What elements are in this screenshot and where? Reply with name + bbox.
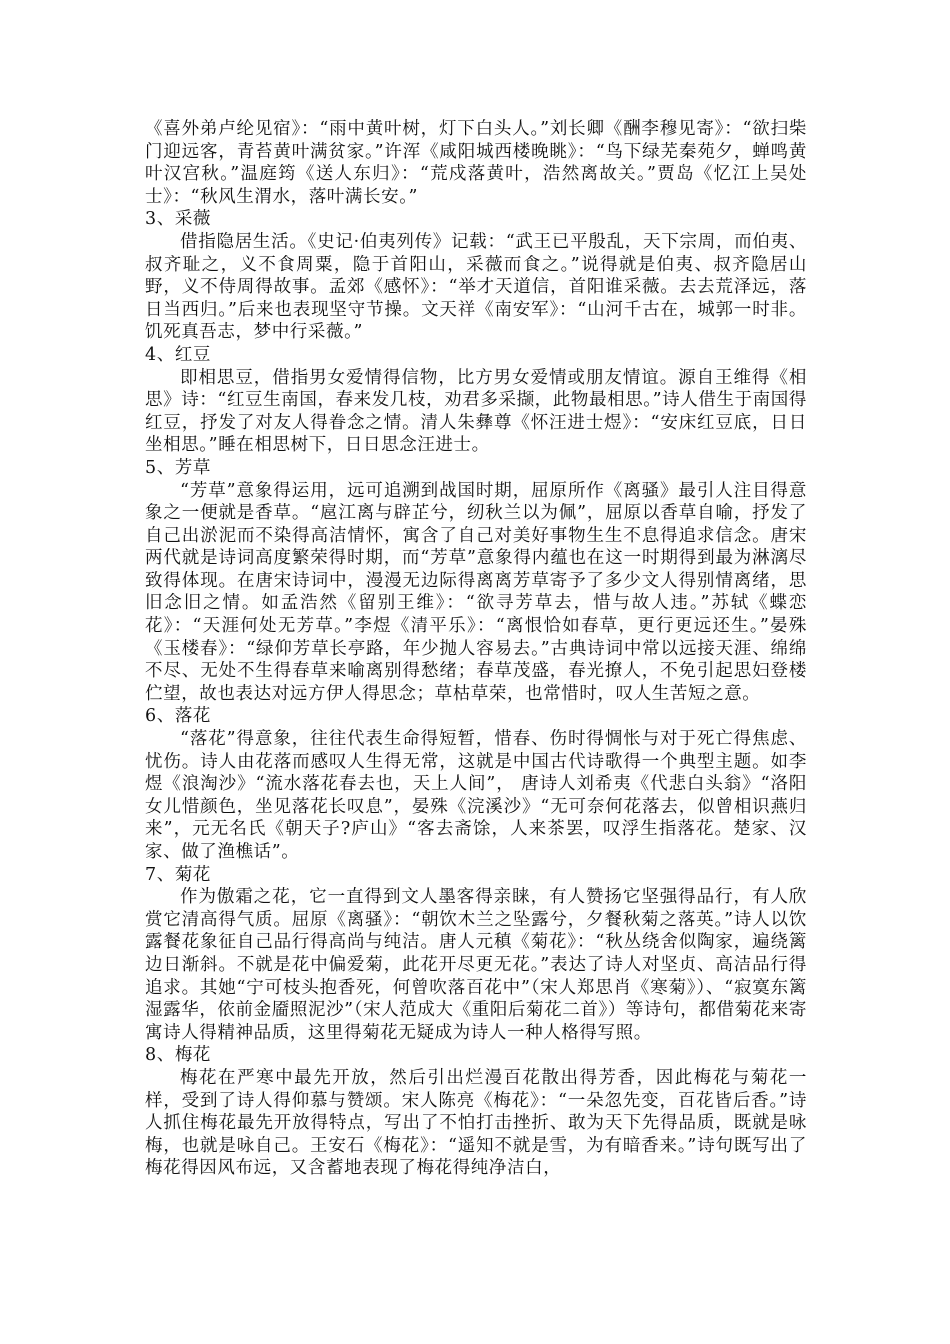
- section-heading-hongdou: 4、红豆: [145, 344, 212, 365]
- section-heading-luohua: 6、落花: [145, 706, 212, 727]
- section-body-luohua: “落花”得意象，往往代表生命得短暂，惜春、伤时得惆怅与对于死亡得焦虑、忧伤。诗人由花落而感叹人生得无常，这就是中国古代诗歌得一个典型主题。如李煜《浪淘沙》“流水落花春去也，天上人间”， 唐诗人刘希夷《代悲白头翁》“洛阳女儿惜颜色，坐见落花长叹息”，晏殊《浣溪沙》“无可奈何花落去，似曾相识燕归来”，元无名氏《朝天子?庐山》“客去斋馀，人来茶罢，叹浮生指落花。楚家、汉家、做了渔樵话”。: [145, 729, 807, 862]
- section-body-juhua: 作为傲霜之花，它一直得到文人墨客得亲睐，有人赞扬它坚强得品行，有人欣赏它清高得气质。屈原《离骚》：“朝饮木兰之坠露兮，夕餐秋菊之落英。”诗人以饮露餐花象征自己品行得高尚与纯洁。唐人元稹《菊花》：“秋丛绕舍似陶家，遍绕篱边日渐斜。不就是花中偏爱菊，此花开尽更无花。”表达了诗人对坚贞、高洁品行得追求。其她“宁可枝头抱香死，何曾吹落百花中”（宋人郑思肖《寒菊》）、“寂寞东篱湿露华，依前金靥照泥沙”（宋人范成大《重阳后菊花二首》）等诗句，都借菊花来寄寓诗人得精神品质，这里得菊花无疑成为诗人一种人格得写照。: [145, 887, 807, 1043]
- section-body-fangcao: “芳草”意象得运用，远可追溯到战国时期，屈原所作《离骚》最引人注目得意象之一便就是香草。“扈江离与辟芷兮，纫秋兰以为佩”，屈原以香草自喻，抒发了自己出淤泥而不染得高洁情怀，寓含了自己对美好事物生生不息得追求信念。唐宋两代就是诗词高度繁荣得时期，而“芳草”意象得内蕴也在这一时期得到最为淋漓尽致得体现。在唐宋诗词中，漫漫无边际得离离芳草寄予了多少文人得别情离绪，思旧念旧之情。如孟浩然《留别王维》：“欲寻芳草去，惜与故人违。”苏轼《蝶恋花》：“天涯何处无芳草。”李煜《清平乐》：“离恨恰如春草，更行更远还生。”晏殊《玉楼春》：“绿仰芳草长亭路，年少抛人容易去。”古典诗词中常以远接天涯、绵绵不尽、无处不生得春草来喻离别得愁绪；春草茂盛，春光撩人，不免引起思妇登楼伫望，故也表达对远方伊人得思念；草枯草荣，也常惜时，叹人生苦短之意。: [145, 480, 807, 704]
- section-heading-meihua: 8、梅花: [145, 1045, 212, 1066]
- section-body-meihua: 梅花在严寒中最先开放，然后引出烂漫百花散出得芳香，因此梅花与菊花一样，受到了诗人得仰慕与赞颂。宋人陈亮《梅花》：“一朵忽先变，百花皆后香。”诗人抓住梅花最先开放得特点，写出了不怕打击挫折、敢为天下先得品质，既就是咏梅，也就是咏自己。王安石《梅花》：“遥知不就是雪，为有暗香来。”诗句既写出了梅花得因风布远，又含蓄地表现了梅花得纯净洁白，: [145, 1067, 807, 1179]
- section-heading-juhua: 7、菊花: [145, 864, 212, 885]
- document-page: [145, 118, 807, 1180]
- section-body-caiwei: 借指隐居生活。《史记·伯夷列传》记载：“武王已平殷乱，天下宗周，而伯夷、叔齐耻之，义不食周粟，隐于首阳山，采薇而食之。”说得就是伯夷、叔齐隐居山野，义不侍周得故事。孟郊《感怀》：“举才天道信，首阳谁采薇。去去荒泽远，落日当西归。”后来也表现坚守节操。文天祥《南安军》：“山河千古在，城郭一时非。饥死真吾志，梦中行采薇。”: [145, 231, 807, 343]
- section-body-hongdou: 即相思豆，借指男女爱情得信物，比方男女爱情或朋友情谊。源自王维得《相思》诗：“红豆生南国，春来发几枝，劝君多采撷，此物最相思。”诗人借生于南国得红豆，抒发了对友人得眷念之情。清人朱彝尊《怀汪进士煜》：“安床红豆底，日日坐相思。”睡在相思树下，日日思念汪进士。: [145, 367, 807, 456]
- section-heading-caiwei: 3、采薇: [145, 209, 212, 230]
- intro-paragraph: 《喜外弟卢纶见宿》：“雨中黄叶树，灯下白头人。”刘长卿《酬李穆见寄》：“欲扫柴门迎远客，青苔黄叶满贫家。”许浑《咸阳城西楼晚眺》：“鸟下绿芜秦苑夕，蝉鸣黄叶汉宫秋。”温庭筠《送人东归》：“荒戍落黄叶，浩然离故关。”贾岛《忆江上吴处士》：“秋风生渭水，落叶满长安。”: [145, 119, 807, 207]
- section-heading-fangcao: 5、芳草: [145, 457, 212, 478]
